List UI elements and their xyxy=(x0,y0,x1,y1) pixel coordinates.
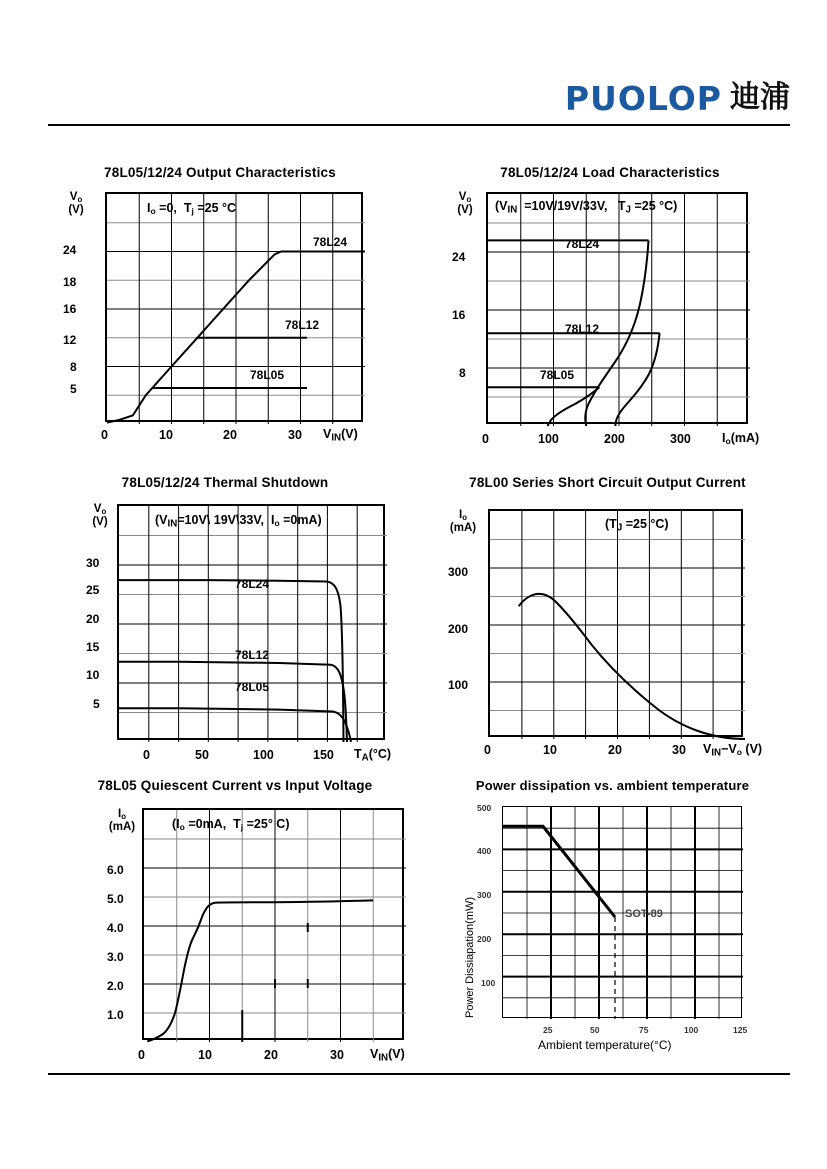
curve-label-78L05: 78L05 xyxy=(540,368,575,382)
grid-minor xyxy=(503,807,743,1019)
figure-title: 78L05/12/24 Thermal Shutdown xyxy=(121,475,329,490)
logo-latin-text: PUOLOP xyxy=(564,78,722,118)
figure-thermal-shutdown xyxy=(55,475,395,770)
curve-quiescent-current xyxy=(147,900,373,1041)
x-tick: 125 xyxy=(733,1025,748,1035)
condition-annotation: ($V_{IN}=10V\backslash$ 19V\33V, $I_o =0mA$) xyxy=(155,513,322,530)
curve-78L12-foldback xyxy=(615,333,659,426)
figure-title: 78L00 Series Short Circuit Output Current xyxy=(469,475,746,490)
x-tick: 150 xyxy=(313,748,334,762)
x-tick: 10 xyxy=(159,428,173,442)
y-tick: 3.0 xyxy=(107,950,124,964)
y-tick: 100 xyxy=(481,978,496,988)
grid-major xyxy=(488,194,750,426)
x-axis-label: $V_{IN}(V)$ xyxy=(323,427,358,444)
curve-label-78L12: 78L12 xyxy=(565,322,600,336)
grid-major xyxy=(490,511,745,739)
x-tick: 30 xyxy=(330,1048,344,1062)
y-tick: 8 xyxy=(459,366,466,380)
x-tick: 20 xyxy=(608,743,622,757)
figure-load-characteristics xyxy=(440,165,780,455)
figure-title: 78L05/12/24 Output Characteristics xyxy=(104,165,336,180)
y-axis-label: $V_o$ (V) xyxy=(457,191,473,217)
curve-label-78L12: 78L12 xyxy=(235,648,270,662)
x-tick: 20 xyxy=(264,1048,278,1062)
x-axis-label: $T_A(^\circ C)$ xyxy=(354,747,392,764)
plot-svg xyxy=(488,194,750,426)
y-tick: 500 xyxy=(477,803,492,813)
y-tick: 2.0 xyxy=(107,979,124,993)
y-axis-label: $V_o$ (V) xyxy=(68,191,84,217)
curve-label-78L05: 78L05 xyxy=(250,368,285,382)
plot-svg xyxy=(119,506,387,742)
x-axis-label: $V_{IN}-V_o$ (V) xyxy=(703,742,763,759)
curve-label-78L12: 78L12 xyxy=(285,318,320,332)
curve-label-sot89: SOT-89 xyxy=(625,908,663,920)
grid-major xyxy=(119,506,387,742)
x-tick: 30 xyxy=(672,743,686,757)
x-tick: 0 xyxy=(101,428,108,442)
curve-label-78L05: 78L05 xyxy=(235,680,270,694)
x-tick: 10 xyxy=(543,743,557,757)
x-tick: 20 xyxy=(223,428,237,442)
plot-area xyxy=(488,509,743,737)
condition-annotation: ($V_{IN} =10V/19V/33V$, $T_J =25$ °C) xyxy=(495,199,678,216)
y-tick: 200 xyxy=(448,622,469,636)
header-divider xyxy=(48,124,790,126)
x-tick: 50 xyxy=(590,1025,600,1035)
condition-annotation: ($I_o =0mA$, $T_j =25^\circ$ C) xyxy=(172,817,290,833)
y-tick: 100 xyxy=(448,678,469,692)
y-tick: 200 xyxy=(477,934,492,944)
y-tick: 24 xyxy=(452,250,466,264)
x-tick: 100 xyxy=(538,432,559,446)
x-tick: 100 xyxy=(684,1025,699,1035)
figure-title: 78L05/12/24 Load Characteristics xyxy=(500,165,720,180)
plot-svg xyxy=(503,807,743,1019)
y-axis-label: $I_o$ (mA) xyxy=(108,808,136,834)
plot-area xyxy=(105,192,363,422)
plot-svg xyxy=(490,511,745,739)
brand-logo xyxy=(535,78,790,118)
curve-label-78L24: 78L24 xyxy=(565,237,600,251)
x-tick: 25 xyxy=(543,1025,553,1035)
x-tick: 100 xyxy=(253,748,274,762)
plot-area xyxy=(117,504,385,740)
y-tick: 10 xyxy=(86,668,100,682)
plot-svg xyxy=(107,194,365,424)
y-tick: 16 xyxy=(63,302,77,316)
logo-cjk-text: 迪浦 xyxy=(730,80,790,115)
figure-power-dissipation xyxy=(440,778,785,1078)
y-axis-label: Power Dissiapation(mW) xyxy=(464,896,476,1018)
curve-78L12 xyxy=(119,662,347,742)
x-tick: 200 xyxy=(604,432,625,446)
figure-quiescent-current xyxy=(50,778,420,1078)
plot-area xyxy=(142,808,404,1040)
x-tick: 10 xyxy=(198,1048,212,1062)
figure-output-characteristics xyxy=(55,165,385,455)
y-tick: 4.0 xyxy=(107,921,124,935)
x-tick: 300 xyxy=(670,432,691,446)
curve-short-circuit-current xyxy=(519,594,745,739)
y-tick: 1.0 xyxy=(107,1008,124,1022)
x-axis-label: Ambient temperature(°C) xyxy=(538,1038,672,1052)
y-tick: 6.0 xyxy=(107,863,124,877)
y-tick: 400 xyxy=(477,846,492,856)
x-tick: 0 xyxy=(143,748,150,762)
plot-area xyxy=(486,192,748,424)
x-tick: 0 xyxy=(138,1048,145,1062)
x-tick: 0 xyxy=(484,743,491,757)
y-tick: 16 xyxy=(452,308,466,322)
plot-area xyxy=(502,806,742,1018)
y-tick: 25 xyxy=(86,583,100,597)
y-tick: 5 xyxy=(70,382,77,396)
y-tick: 8 xyxy=(70,360,77,374)
x-axis-label: $I_o(mA)$ xyxy=(722,431,760,447)
y-tick: 300 xyxy=(448,565,469,579)
plot-svg xyxy=(144,810,406,1042)
x-tick: 30 xyxy=(288,428,302,442)
figure-title: Power dissipation vs. ambient temperature xyxy=(475,778,750,793)
y-axis-label: $I_o$ (mA) xyxy=(449,509,477,535)
curve-label-78L24: 78L24 xyxy=(235,577,270,591)
curve-78L05-foldback xyxy=(548,387,600,426)
y-tick: 15 xyxy=(86,640,100,654)
condition-annotation: $I_o =0$, $T_j =25$ °C xyxy=(147,201,237,217)
y-tick: 5.0 xyxy=(107,892,124,906)
figure-short-circuit-output-current xyxy=(425,475,790,770)
y-tick: 18 xyxy=(63,275,77,289)
y-tick: 12 xyxy=(63,333,77,347)
x-tick: 75 xyxy=(639,1025,649,1035)
condition-annotation: ($T_J =25$ °C) xyxy=(605,517,669,534)
y-axis-label: $V_o$ (V) xyxy=(92,503,108,529)
y-tick: 5 xyxy=(93,697,100,711)
y-tick: 30 xyxy=(86,556,100,570)
x-tick: 0 xyxy=(482,432,489,446)
grid-major xyxy=(144,810,406,1042)
y-tick: 20 xyxy=(86,612,100,626)
y-tick: 300 xyxy=(477,890,492,900)
y-tick: 24 xyxy=(63,243,77,257)
x-tick: 50 xyxy=(195,748,209,762)
x-axis-label: $V_{IN}(V)$ xyxy=(370,1047,405,1064)
curve-label-78L24: 78L24 xyxy=(313,235,348,249)
curve-78L05 xyxy=(119,708,351,742)
figure-title: 78L05 Quiescent Current vs Input Voltage xyxy=(97,778,373,793)
grid-major xyxy=(107,194,365,424)
